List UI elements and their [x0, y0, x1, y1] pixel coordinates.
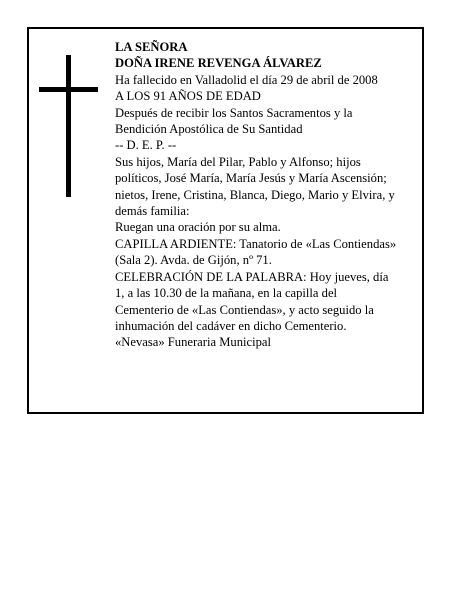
service-line-2: 1, a las 10.30 de la mañana, en la capilla del [115, 286, 338, 301]
sacraments-line-1: Después de recibir los Santos Sacramentos y la [115, 105, 353, 120]
rip-line: -- D. E. P. -- [115, 138, 177, 153]
obituary-text [115, 39, 421, 351]
death-statement: Ha fallecido en Valladolid el día 29 de abril de 2008 [115, 72, 378, 87]
title-line-1: LA SEÑORA [115, 40, 188, 54]
cross-icon [66, 55, 71, 197]
chapel-line-2: (Sala 2). Avda. de Gijón, nº 71. [115, 253, 272, 268]
family-line-2: políticos, José María, María Jesús y María Ascensión; [115, 171, 387, 186]
prayer-line: Ruegan una oración por su alma. [115, 220, 281, 235]
sacraments-line-2: Bendición Apostólica de Su Santidad [115, 122, 303, 137]
family-line-4: demás familia: [115, 204, 190, 219]
cross-icon-bar [39, 87, 98, 92]
service-line-3: Cementerio de «Las Contiendas», y acto seguido la [115, 302, 374, 317]
service-line-4: inhumación del cadáver en dicho Cementerio. [115, 318, 347, 333]
family-line-3: nietos, Irene, Cristina, Blanca, Diego, Mario y Elvira, y [115, 187, 395, 202]
obituary-notice [27, 27, 424, 414]
funeral-home-line: «Nevasa» Funeraria Municipal [115, 335, 271, 350]
service-line-1: CELEBRACIÓN DE LA PALABRA: Hoy jueves, día [115, 269, 389, 284]
age-line: A LOS 91 AÑOS DE EDAD [115, 89, 261, 104]
family-line-1: Sus hijos, María del Pilar, Pablo y Alfonso; hijos [115, 154, 361, 169]
chapel-line-1: CAPILLA ARDIENTE: Tanatorio de «Las Contiendas» [115, 236, 397, 251]
deceased-name: DOÑA IRENE REVENGA ÁLVAREZ [115, 56, 322, 71]
